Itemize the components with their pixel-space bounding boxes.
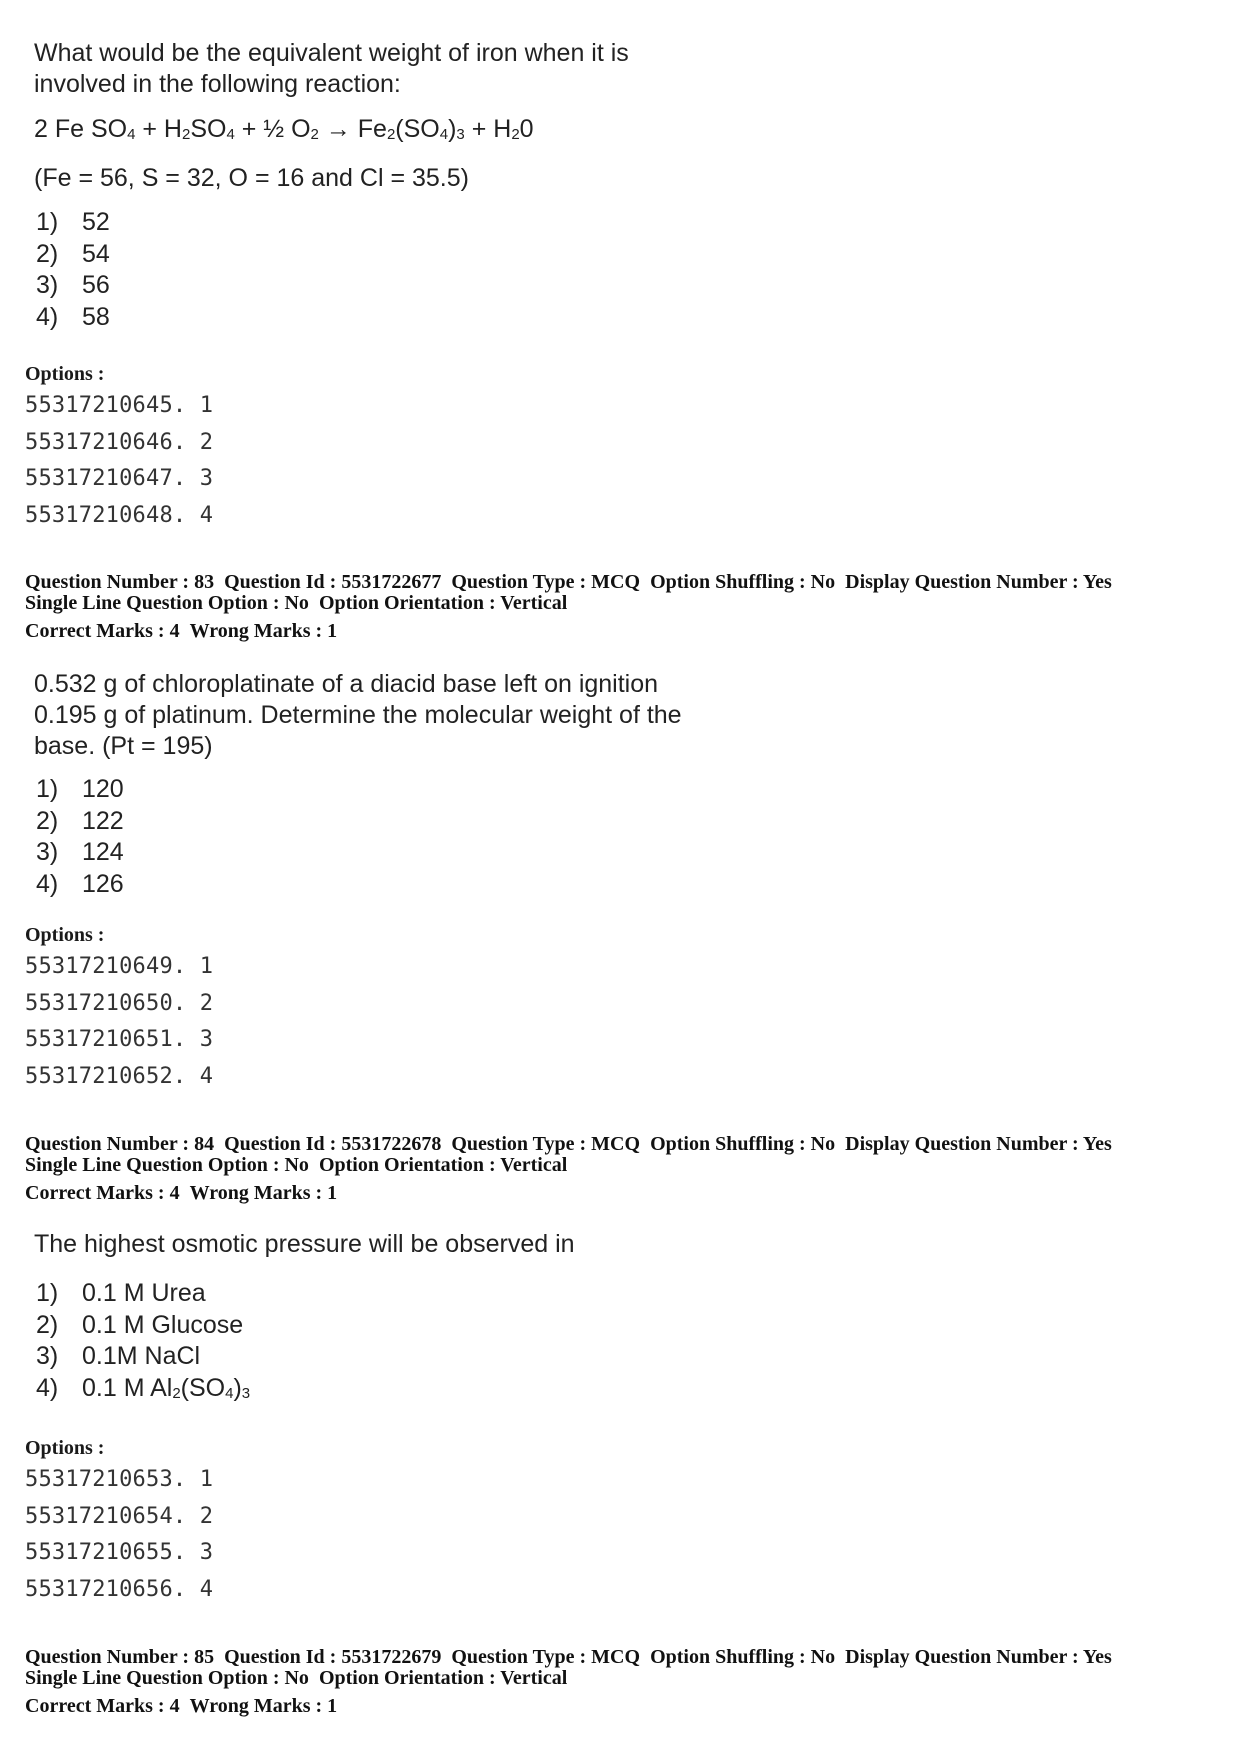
question-id: Question Id : 5531722677 xyxy=(224,571,442,593)
option-id-row: 55317210647. 3 xyxy=(25,466,214,491)
choice-text xyxy=(82,1373,250,1410)
choice-number: 3) xyxy=(36,838,59,866)
options-block-83 xyxy=(25,923,213,1095)
choice-item xyxy=(34,302,629,334)
option-id-row: 55317210655. 3 xyxy=(25,1540,214,1565)
option-shuffling: Option Shuffling : No xyxy=(650,571,836,593)
choice-text: 122 xyxy=(82,806,124,835)
choice-number: 4) xyxy=(36,869,59,898)
correct-marks: Correct Marks : 4 xyxy=(25,1695,180,1717)
option-id-row: 55317210650. 2 xyxy=(25,990,214,1016)
option-id-row: 55317210646. 2 xyxy=(25,429,214,455)
meta-line xyxy=(25,1134,1112,1155)
formula-sub: 4 xyxy=(225,1384,234,1402)
question-82-content xyxy=(34,38,629,333)
question-text-line: 0.195 g of platinum. Determine the molecular weight of the xyxy=(34,701,682,729)
choice-text: 0.1 M Glucose xyxy=(82,1310,244,1339)
choice-number: 3) xyxy=(36,271,59,299)
question-type: Question Type : MCQ xyxy=(451,571,641,593)
choice-text: 54 xyxy=(82,239,110,268)
choice-number: 1) xyxy=(36,208,59,236)
question-id: Question Id : 5531722679 xyxy=(224,1646,442,1668)
eq-sub: 4 xyxy=(226,126,235,143)
single-line-option: Single Line Question Option : No xyxy=(25,1154,309,1176)
correct-marks: Correct Marks : 4 xyxy=(25,1182,180,1204)
eq-part: + ½ O xyxy=(234,115,311,143)
choice-list xyxy=(34,207,629,333)
question-number: Question Number : 84 xyxy=(25,1133,215,1155)
choice-number: 4) xyxy=(36,302,59,331)
eq-sub: 2 xyxy=(386,126,396,143)
option-orientation: Option Orientation : Vertical xyxy=(318,1667,568,1689)
eq-sub: 4 xyxy=(439,126,449,143)
choice-list xyxy=(34,1278,575,1409)
question-83-meta xyxy=(25,572,1112,642)
question-85-meta xyxy=(25,1647,1112,1717)
option-id-row: 55317210645. 1 xyxy=(25,393,214,418)
eq-sub: 3 xyxy=(456,126,465,143)
question-number: Question Number : 85 xyxy=(25,1646,215,1668)
choice-item xyxy=(34,207,629,239)
marks-line xyxy=(25,1695,1112,1717)
options-label: Options : xyxy=(25,1437,105,1459)
choice-text: 120 xyxy=(82,775,124,803)
choice-number: 1) xyxy=(36,775,59,803)
choice-list xyxy=(34,774,682,900)
question-type: Question Type : MCQ xyxy=(451,1646,641,1668)
choice-item xyxy=(34,1373,575,1410)
choice-text: 58 xyxy=(82,302,110,331)
display-question-number: Display Question Number : Yes xyxy=(845,571,1112,593)
question-id: Question Id : 5531722678 xyxy=(224,1133,442,1155)
display-question-number: Display Question Number : Yes xyxy=(845,1133,1112,1155)
question-84-meta xyxy=(25,1134,1112,1204)
formula-part: 0.1 M Al xyxy=(82,1373,173,1402)
wrong-marks: Wrong Marks : 1 xyxy=(189,1695,338,1717)
formula-sub: 2 xyxy=(172,1384,181,1402)
options-block-84 xyxy=(25,1436,213,1608)
choice-text: 0.1 M Urea xyxy=(82,1279,206,1307)
eq-part: → Fe xyxy=(318,115,387,143)
formula-sub: 3 xyxy=(241,1384,251,1402)
question-text: The highest osmotic pressure will be observed in xyxy=(34,1230,575,1258)
question-text xyxy=(34,38,629,100)
single-line-option: Single Line Question Option : No xyxy=(25,1667,309,1689)
eq-sub: 4 xyxy=(127,126,136,143)
meta-line xyxy=(25,593,1112,614)
marks-line xyxy=(25,620,1112,642)
eq-part: SO xyxy=(190,115,227,143)
meta-line xyxy=(25,572,1112,593)
formula-part: (SO xyxy=(180,1373,226,1402)
choice-number: 4) xyxy=(36,1373,59,1402)
question-text-line: involved in the following reaction: xyxy=(34,70,401,98)
option-id-row: 55317210649. 1 xyxy=(25,954,214,979)
eq-part: 2 Fe SO xyxy=(34,115,128,143)
eq-sub: 2 xyxy=(181,126,191,143)
choice-text: 56 xyxy=(82,271,110,299)
option-id-row: 55317210656. 4 xyxy=(25,1576,214,1602)
marks-line xyxy=(25,1182,1112,1204)
meta-line xyxy=(25,1647,1112,1668)
meta-line xyxy=(25,1668,1112,1689)
question-84-content xyxy=(34,1229,575,1409)
wrong-marks: Wrong Marks : 1 xyxy=(189,620,338,642)
option-id-row: 55317210653. 1 xyxy=(25,1467,214,1492)
formula-part: ) xyxy=(233,1373,242,1402)
choice-text: 0.1M NaCl xyxy=(82,1342,201,1370)
choice-number: 2) xyxy=(36,806,59,835)
choice-number: 2) xyxy=(36,239,59,268)
question-text xyxy=(34,669,682,762)
single-line-option: Single Line Question Option : No xyxy=(25,592,309,614)
eq-part: 0 xyxy=(519,115,534,143)
choice-number: 1) xyxy=(36,1279,59,1307)
reaction-equation xyxy=(34,114,629,150)
options-block-82 xyxy=(25,362,213,534)
choice-text: 52 xyxy=(82,208,110,236)
question-text-line: What would be the equivalent weight of iron when it is xyxy=(34,39,629,67)
option-id-row: 55317210648. 4 xyxy=(25,502,214,528)
eq-part: ) xyxy=(448,115,457,143)
choice-number: 2) xyxy=(36,1310,59,1339)
meta-line xyxy=(25,1155,1112,1176)
choice-item xyxy=(34,239,629,271)
choice-item xyxy=(34,1341,575,1373)
choice-item xyxy=(34,806,682,838)
option-orientation: Option Orientation : Vertical xyxy=(318,1154,568,1176)
choice-item xyxy=(34,270,629,302)
option-id-row: 55317210652. 4 xyxy=(25,1063,214,1089)
eq-sub: 2 xyxy=(511,126,520,143)
choice-item xyxy=(34,837,682,869)
options-label: Options : xyxy=(25,924,105,946)
choice-text: 124 xyxy=(82,838,124,866)
eq-part: + H xyxy=(464,115,512,143)
options-label: Options : xyxy=(25,363,105,385)
question-text-line: base. (Pt = 195) xyxy=(34,732,213,760)
choice-item xyxy=(34,1310,575,1342)
question-text-line: 0.532 g of chloroplatinate of a diacid base left on ignition xyxy=(34,670,659,698)
option-orientation: Option Orientation : Vertical xyxy=(318,592,568,614)
eq-part: (SO xyxy=(395,115,440,143)
question-number: Question Number : 83 xyxy=(25,571,215,593)
choice-text: 126 xyxy=(82,869,124,898)
eq-sub: 2 xyxy=(310,126,319,143)
choice-item xyxy=(34,1278,575,1310)
choice-item xyxy=(34,774,682,806)
choice-item xyxy=(34,869,682,901)
choice-number: 3) xyxy=(36,1342,59,1370)
correct-marks: Correct Marks : 4 xyxy=(25,620,180,642)
question-83-content xyxy=(34,669,682,900)
option-id-row: 55317210654. 2 xyxy=(25,1503,214,1529)
option-shuffling: Option Shuffling : No xyxy=(650,1646,836,1668)
option-id-row: 55317210651. 3 xyxy=(25,1027,214,1052)
wrong-marks: Wrong Marks : 1 xyxy=(189,1182,338,1204)
question-type: Question Type : MCQ xyxy=(451,1133,641,1155)
given-values: (Fe = 56, S = 32, O = 16 and Cl = 35.5) xyxy=(34,164,469,192)
display-question-number: Display Question Number : Yes xyxy=(845,1646,1112,1668)
option-shuffling: Option Shuffling : No xyxy=(650,1133,836,1155)
eq-part: + H xyxy=(135,115,182,143)
